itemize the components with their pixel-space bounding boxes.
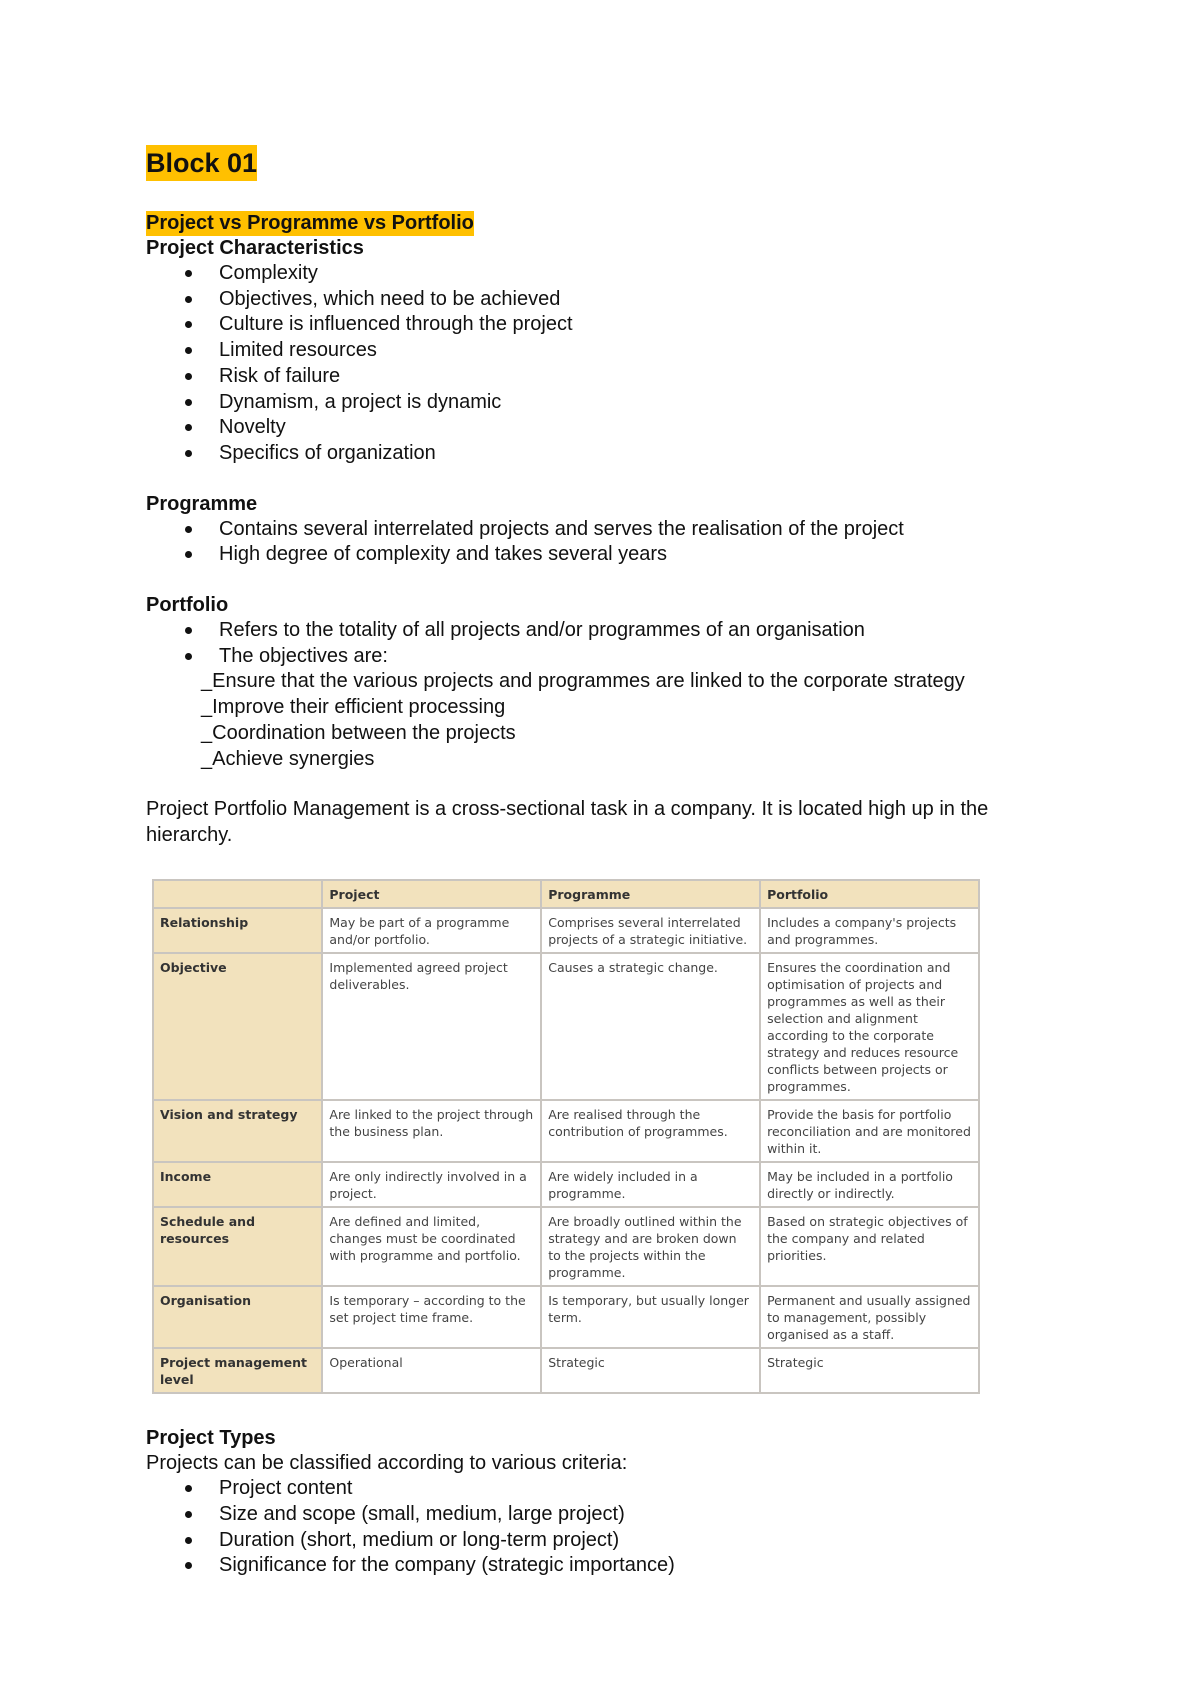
bullet-icon (185, 526, 192, 533)
table-cell: Are broadly outlined within the strategy and are broken down to the projects within the programme. (541, 1207, 760, 1286)
portfolio-objectives (146, 669, 1060, 772)
comparison-table-figure (152, 879, 980, 1394)
list-item: Novelty (146, 415, 1060, 441)
list-item: Limited resources (146, 338, 1060, 364)
bullet-icon (185, 373, 192, 380)
bullet-icon (185, 1537, 192, 1544)
bullet-icon (185, 1485, 192, 1492)
project-types-heading: Project Types (146, 1426, 276, 1449)
list-item: High degree of complexity and takes several years (146, 542, 1060, 568)
list-item: Duration (short, medium or long-term project) (146, 1528, 1060, 1554)
table-cell: Causes a strategic change. (541, 953, 760, 1100)
bullet-icon (185, 347, 192, 354)
table-row (153, 953, 979, 1100)
table-cell: Are widely included in a programme. (541, 1162, 760, 1207)
portfolio-heading: Portfolio (146, 594, 229, 617)
table-header-cell: Project (322, 880, 541, 908)
table-cell: Implemented agreed project deliverables. (322, 953, 541, 1100)
list-item: Refers to the totality of all projects and/or programmes of an organisation (146, 618, 1060, 644)
table-cell: Are defined and limited, changes must be coordinated with programme and portfolio. (322, 1207, 541, 1286)
portfolio-list (146, 618, 1060, 669)
bullet-icon (185, 450, 192, 457)
bullet-icon (185, 270, 192, 277)
ppm-paragraph: Project Portfolio Management is a cross-sectional task in a company. It is located high up in the hierarchy. (146, 798, 989, 846)
table-header-row (153, 880, 979, 908)
row-label: Project management level (153, 1348, 322, 1393)
table-cell: Are linked to the project through the business plan. (322, 1100, 541, 1162)
table-cell: Permanent and usually assigned to management, possibly organised as a staff. (760, 1286, 979, 1348)
table-cell: May be included in a portfolio directly or indirectly. (760, 1162, 979, 1207)
block-title: Block 01 (146, 145, 257, 181)
row-label: Relationship (153, 908, 322, 953)
list-item: Size and scope (small, medium, large project) (146, 1502, 1060, 1528)
list-item: The objectives are: (146, 644, 1060, 670)
list-item: Contains several interrelated projects and serves the realisation of the project (146, 517, 1060, 543)
list-item: _Coordination between the projects (201, 721, 516, 744)
table-cell: Ensures the coordination and optimisation of projects and programmes as well as their selection and alignment according to the corporate strategy and reduces resource conflicts between projects or programmes. (760, 953, 979, 1100)
project-characteristics-list (146, 261, 1060, 467)
project-characteristics-heading: Project Characteristics (146, 237, 364, 259)
row-label: Vision and strategy (153, 1100, 322, 1162)
table-row (153, 1100, 979, 1162)
table-header-cell: Programme (541, 880, 760, 908)
table-cell: Provide the basis for portfolio reconciliation and are monitored within it. (760, 1100, 979, 1162)
bullet-icon (185, 551, 192, 558)
list-item: Dynamism, a project is dynamic (146, 390, 1060, 416)
table-header-cell (153, 880, 322, 908)
table-row (153, 1286, 979, 1348)
list-item: Risk of failure (146, 364, 1060, 390)
bullet-icon (185, 296, 192, 303)
bullet-icon (185, 321, 192, 328)
programme-heading: Programme (146, 492, 258, 515)
list-item: _Improve their efficient processing (201, 696, 506, 719)
bullet-icon (185, 399, 192, 406)
bullet-icon (185, 653, 192, 660)
table-header-cell: Portfolio (760, 880, 979, 908)
row-label: Organisation (153, 1286, 322, 1348)
list-item: _Ensure that the various projects and programmes are linked to the corporate strategy (201, 670, 965, 693)
table-cell: May be part of a programme and/or portfolio. (322, 908, 541, 953)
bullet-icon (185, 627, 192, 634)
project-types-list (146, 1476, 1060, 1579)
list-item: Objectives, which need to be achieved (146, 287, 1060, 313)
list-item: _Achieve synergies (201, 747, 375, 770)
topic-title: Project vs Programme vs Portfolio (146, 212, 474, 234)
list-item: Specifics of organization (146, 441, 1060, 467)
comparison-table (152, 879, 980, 1394)
list-item: Significance for the company (strategic importance) (146, 1553, 1060, 1579)
list-item: Culture is influenced through the project (146, 312, 1060, 338)
bullet-icon (185, 424, 192, 431)
row-label: Objective (153, 953, 322, 1100)
table-cell: Based on strategic objectives of the company and related priorities. (760, 1207, 979, 1286)
table-row (153, 1348, 979, 1393)
table-cell: Are only indirectly involved in a project. (322, 1162, 541, 1207)
table-cell: Includes a company's projects and programmes. (760, 908, 979, 953)
bullet-icon (185, 1562, 192, 1569)
table-cell: Is temporary, but usually longer term. (541, 1286, 760, 1348)
table-cell: Operational (322, 1348, 541, 1393)
table-row (153, 1207, 979, 1286)
table-cell: Are realised through the contribution of programmes. (541, 1100, 760, 1162)
table-row (153, 908, 979, 953)
bullet-icon (185, 1511, 192, 1518)
table-cell: Strategic (541, 1348, 760, 1393)
programme-list (146, 517, 1060, 568)
row-label: Income (153, 1162, 322, 1207)
list-item: Project content (146, 1476, 1060, 1502)
table-cell: Is temporary – according to the set project time frame. (322, 1286, 541, 1348)
table-cell: Comprises several interrelated projects of a strategic initiative. (541, 908, 760, 953)
table-cell: Strategic (760, 1348, 979, 1393)
row-label: Schedule and resources (153, 1207, 322, 1286)
list-item: Complexity (146, 261, 1060, 287)
project-types-intro: Projects can be classified according to various criteria: (146, 1451, 628, 1474)
table-row (153, 1162, 979, 1207)
